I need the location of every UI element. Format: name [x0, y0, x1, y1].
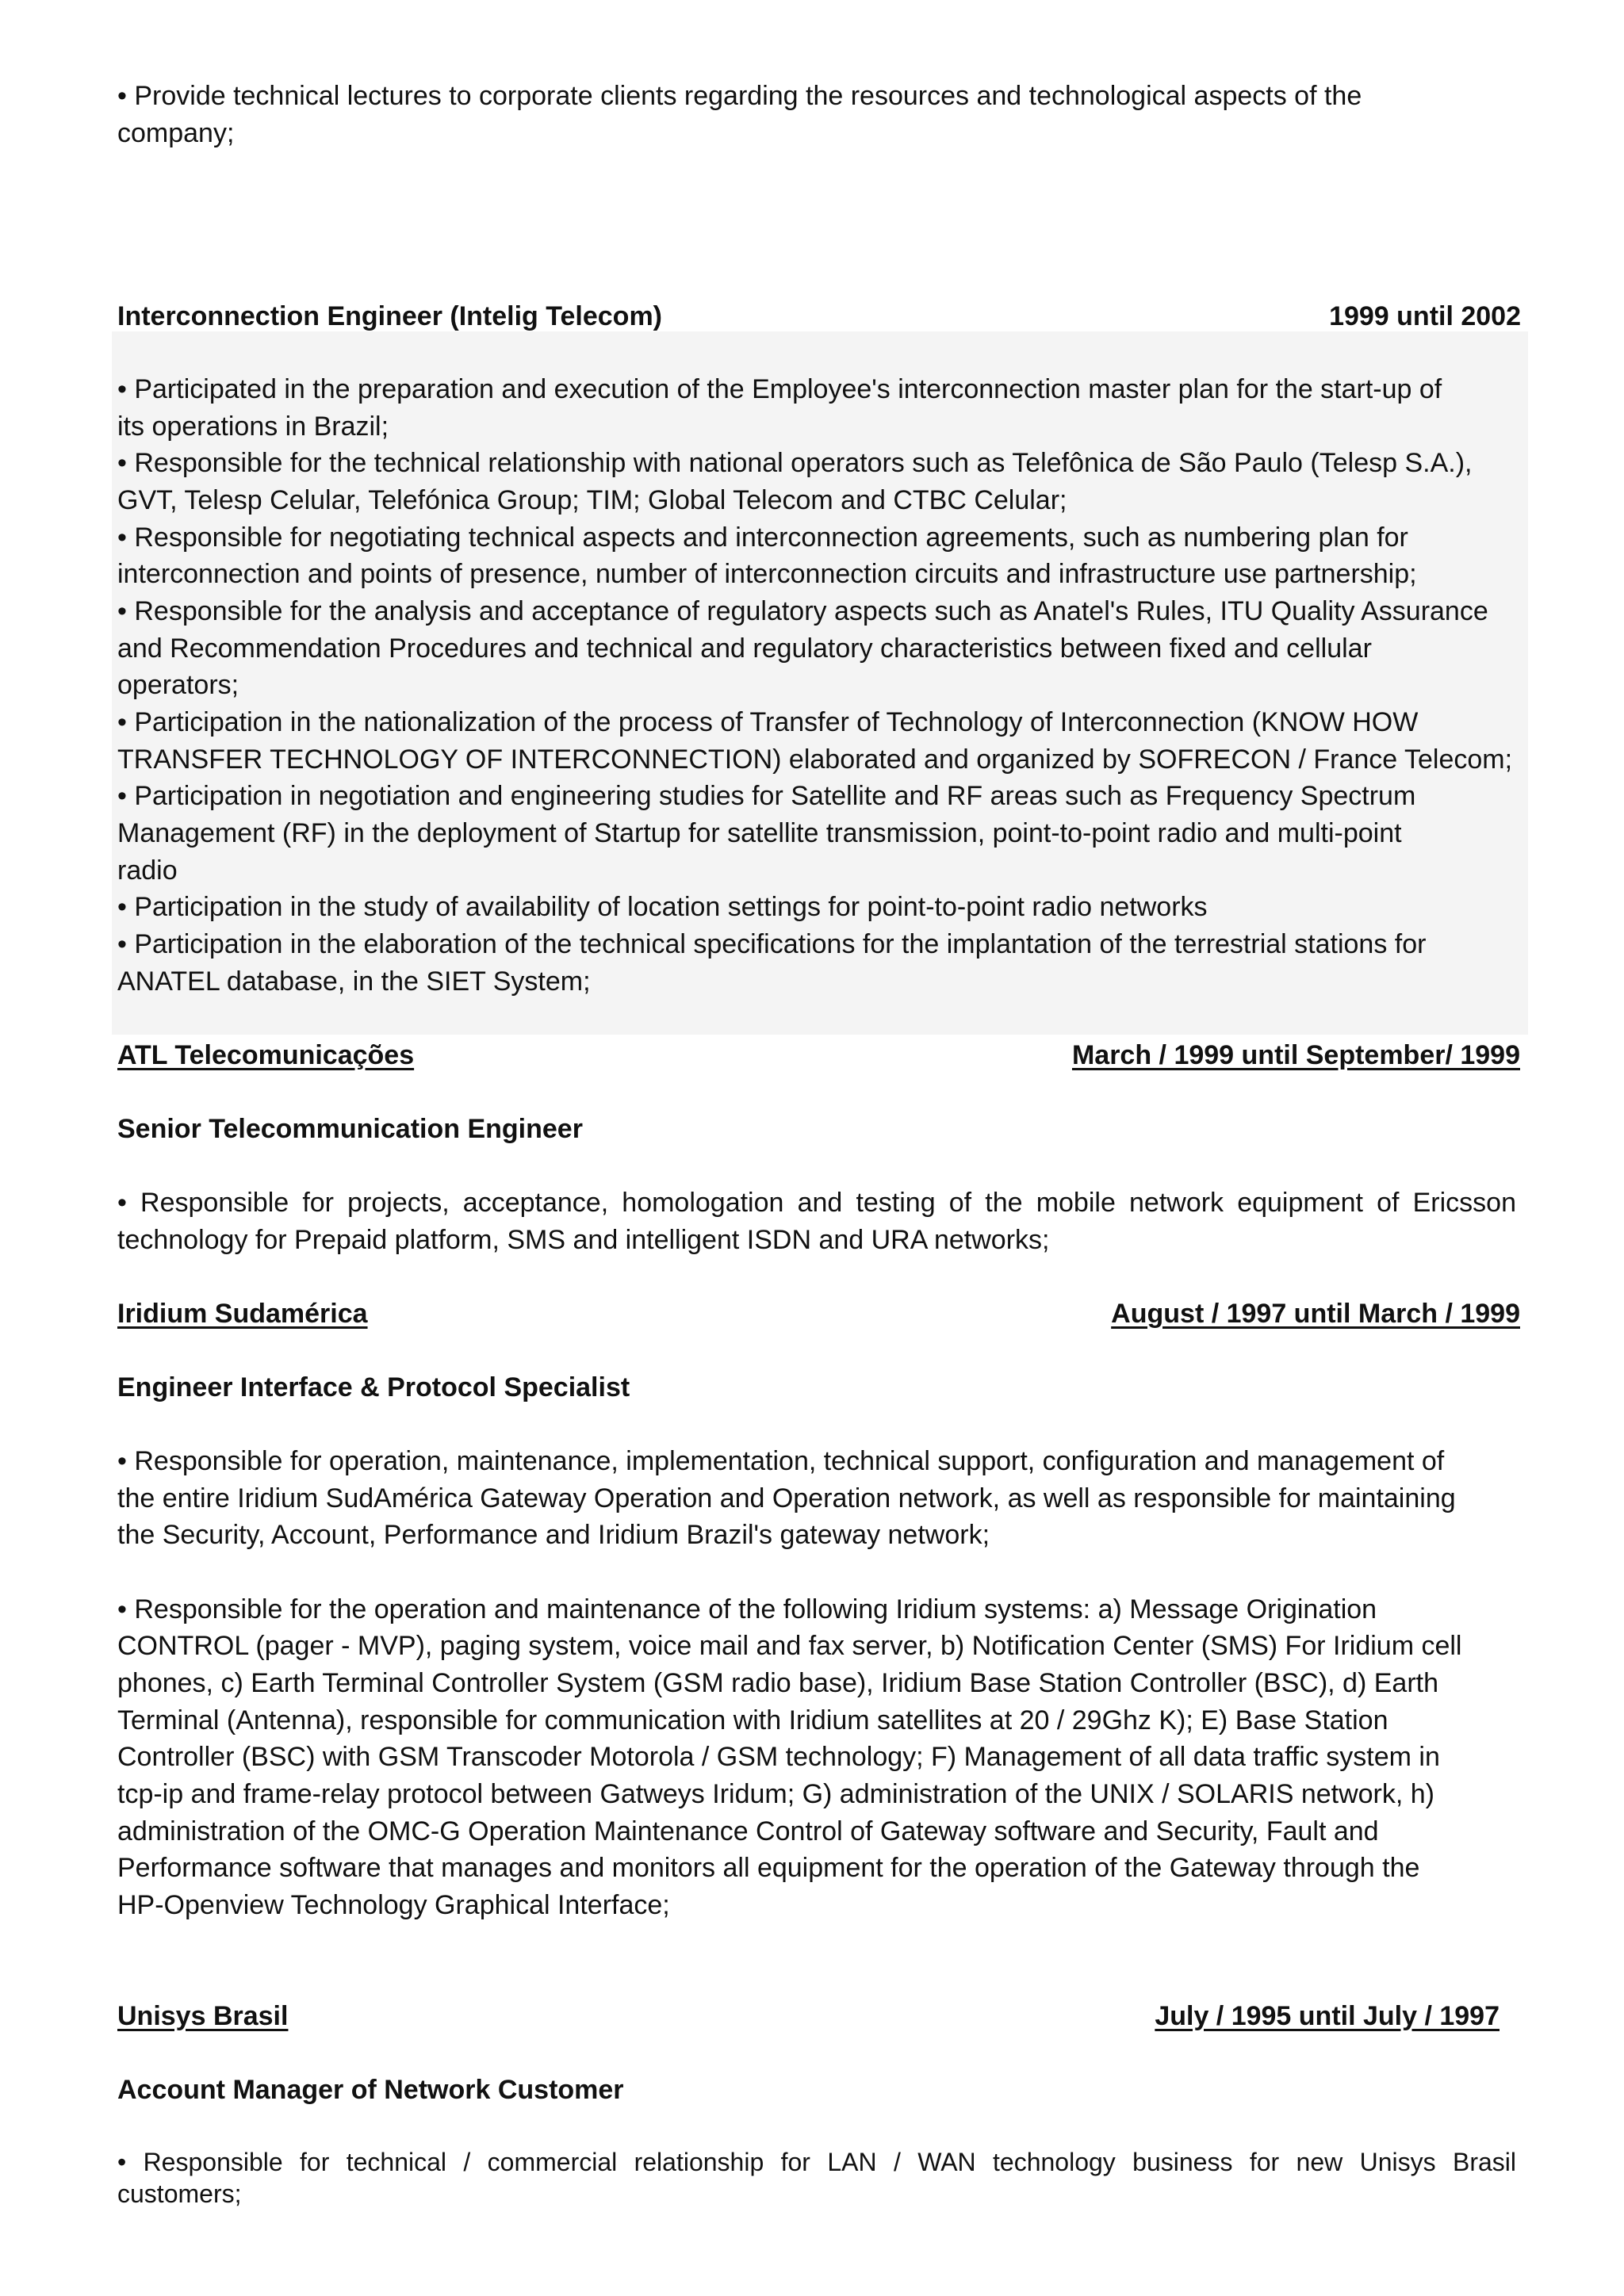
- intelig-line: • Participation in the study of availability of location settings for point-to-point radio networks: [117, 892, 1208, 922]
- iridium-para2-line: • Responsible for the operation and maintenance of the following Iridium systems: a) Message Origination: [117, 1594, 1377, 1624]
- intelig-line: and Recommendation Procedures and technical and regulatory characteristics between fixed and cellular: [117, 633, 1372, 664]
- intelig-line: • Responsible for negotiating technical aspects and interconnection agreements, such as numbering plan for: [117, 522, 1408, 553]
- unisys-company: Unisys Brasil: [117, 2001, 289, 2031]
- intro-line-1: • Provide technical lectures to corporate clients regarding the resources and technological aspects of the: [117, 81, 1362, 111]
- intelig-line: Management (RF) in the deployment of Startup for satellite transmission, point-to-point radio and multi-point: [117, 818, 1402, 848]
- iridium-para1-line: • Responsible for operation, maintenance, implementation, technical support, configuration and management of: [117, 1446, 1445, 1476]
- intelig-line: • Participated in the preparation and execution of the Employee's interconnection master plan for the start-up of: [117, 374, 1442, 404]
- unisys-dates: July / 1995 until July / 1997: [1155, 2001, 1500, 2031]
- intelig-line: interconnection and points of presence, number of interconnection circuits and infrastructure use partnership;: [117, 559, 1417, 589]
- iridium-para2-line: HP-Openview Technology Graphical Interface;: [117, 1890, 670, 1920]
- intelig-line: TRANSFER TECHNOLOGY OF INTERCONNECTION) elaborated and organized by SOFRECON / France Telecom;: [117, 744, 1513, 775]
- atl-company: ATL Telecomunicações: [117, 1040, 415, 1070]
- iridium-para1-line: the Security, Account, Performance and Iridium Brazil's gateway network;: [117, 1520, 990, 1550]
- intelig-line: ANATEL database, in the SIET System;: [117, 966, 591, 997]
- iridium-para2-line: Controller (BSC) with GSM Transcoder Motorola / GSM technology; F) Management of all data traffic system in: [117, 1742, 1440, 1772]
- intelig-dates: 1999 until 2002: [1329, 301, 1521, 331]
- iridium-company: Iridium Sudamérica: [117, 1299, 368, 1329]
- iridium-para2-line: CONTROL (pager - MVP), paging system, voice mail and fax server, b) Notification Center (SMS) For Iridium cell: [117, 1631, 1462, 1661]
- atl-line: technology for Prepaid platform, SMS and intelligent ISDN and URA networks;: [117, 1225, 1050, 1255]
- unisys-role: Account Manager of Network Customer: [117, 2075, 624, 2105]
- intelig-line: radio: [117, 855, 178, 886]
- intelig-line: • Participation in negotiation and engineering studies for Satellite and RF areas such as Frequency Spectrum: [117, 781, 1416, 811]
- iridium-para2-line: tcp-ip and frame-relay protocol between Gatweys Iridum; G) administration of the UNIX / SOLARIS network, h): [117, 1779, 1435, 1809]
- iridium-para2-line: administration of the OMC-G Operation Maintenance Control of Gateway software and Security, Fault and: [117, 1816, 1379, 1846]
- intelig-title: Interconnection Engineer (Intelig Telecom): [117, 301, 663, 331]
- intelig-line: operators;: [117, 670, 239, 700]
- atl-line: • Responsible for projects, acceptance, homologation and testing of the mobile network equipment of Ericsson: [117, 1188, 1516, 1218]
- unisys-line: customers;: [117, 2179, 242, 2208]
- intelig-line: • Participation in the nationalization of the process of Transfer of Technology of Interconnection (KNOW HOW: [117, 707, 1419, 737]
- unisys-line: • Responsible for technical / commercial relationship for LAN / WAN technology business for new Unisys Brasil: [117, 2148, 1516, 2176]
- atl-dates: March / 1999 until September/ 1999: [1071, 1040, 1520, 1070]
- iridium-para2-line: phones, c) Earth Terminal Controller System (GSM radio base), Iridium Base Station Controller (BSC), d) Earth: [117, 1668, 1438, 1698]
- intro-line-2: company;: [117, 118, 235, 148]
- iridium-para2-line: Terminal (Antenna), responsible for communication with Iridium satellites at 20 / 29Ghz K); E) Base Station: [117, 1705, 1388, 1735]
- iridium-role: Engineer Interface & Protocol Specialist: [117, 1372, 630, 1402]
- intelig-line: • Responsible for the analysis and acceptance of regulatory aspects such as Anatel's Rules, ITU Quality Assurance: [117, 596, 1488, 626]
- iridium-dates: August / 1997 until March / 1999: [1111, 1299, 1520, 1329]
- intelig-line: GVT, Telesp Celular, Telefónica Group; TIM; Global Telecom and CTBC Celular;: [117, 485, 1067, 515]
- intelig-line: • Responsible for the technical relationship with national operators such as Telefônica de São Paulo (Telesp S.A.),: [117, 448, 1473, 478]
- intelig-line: its operations in Brazil;: [117, 411, 389, 442]
- atl-role: Senior Telecommunication Engineer: [117, 1114, 583, 1144]
- iridium-para2-line: Performance software that manages and monitors all equipment for the operation of the Gateway through the: [117, 1853, 1420, 1883]
- intelig-line: • Participation in the elaboration of the technical specifications for the implantation of the terrestrial stations for: [117, 929, 1427, 959]
- iridium-para1-line: the entire Iridium SudAmérica Gateway Operation and Operation network, as well as responsible for maintaining: [117, 1483, 1456, 1513]
